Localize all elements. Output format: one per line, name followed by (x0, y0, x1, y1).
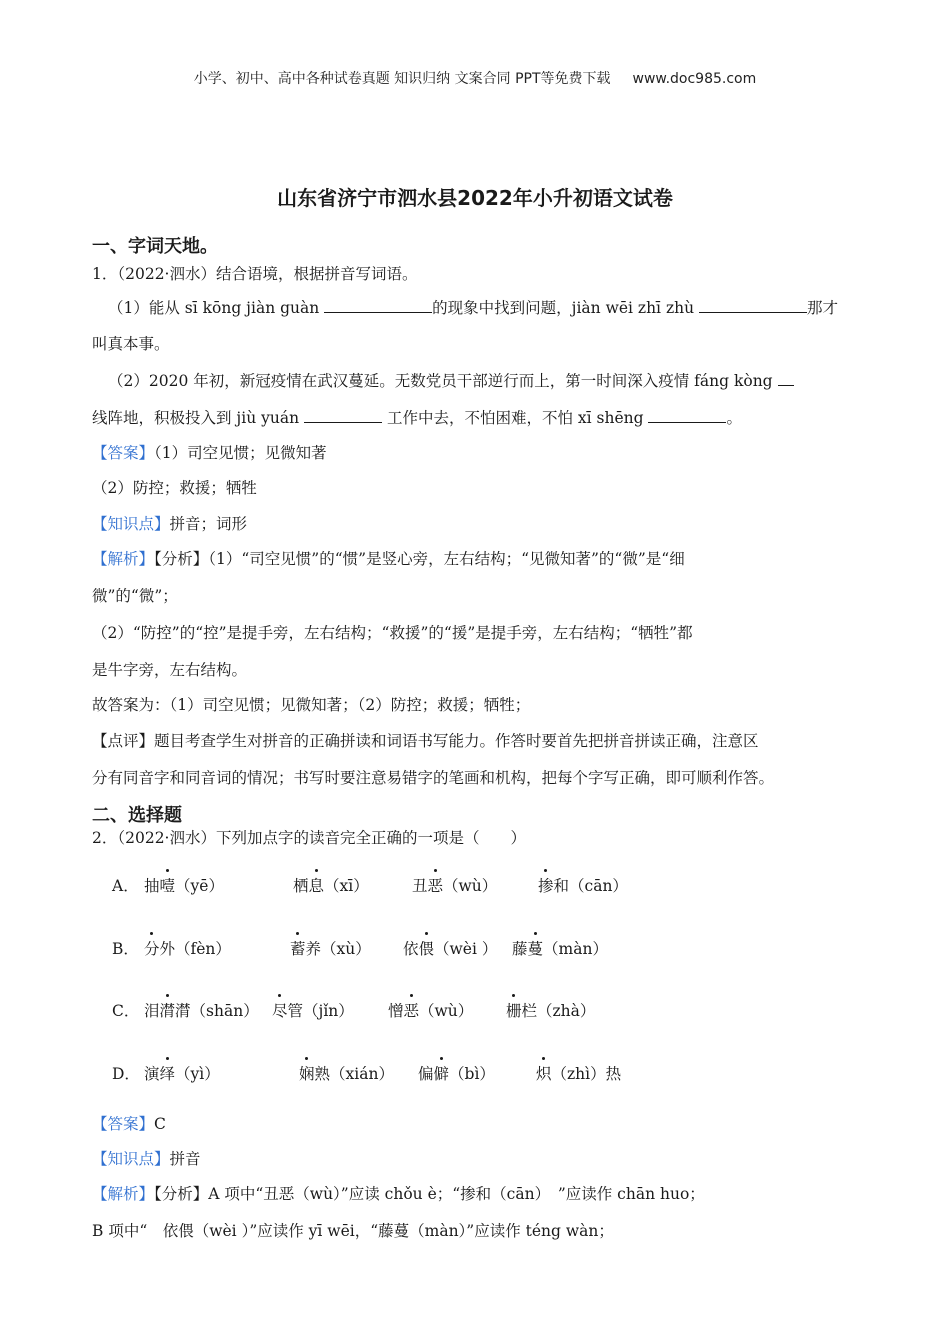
q1-blank-3[interactable] (778, 369, 794, 386)
q2-analysis-text: 【分析】A 项中“丑恶（wù）”应读 chǒu è；“掺和（cān） ”应读作 chān huo； (154, 1185, 705, 1203)
option-b-item-3: 依偎（wèi ） (403, 937, 497, 959)
header-text: 小学、初中、高中各种试卷真题 知识归纳 文案合同 PPT等免费下载 (193, 71, 611, 87)
answer-tag: 【答案】 (92, 444, 155, 462)
q2-stem: 2．（2022·泗水）下列加点字的读音完全正确的一项是（ ） (92, 829, 526, 847)
q1-blank-2[interactable] (699, 296, 807, 313)
option-a-item-2: 栖息（xī） (293, 874, 369, 896)
q1-answer (92, 441, 327, 463)
knowledge-tag: 【知识点】 (92, 1150, 170, 1168)
q1-part2-text-d: 。 (726, 409, 742, 427)
option-a-item-1: 抽噎（yē） (144, 874, 224, 896)
q1-blank-1[interactable] (324, 296, 432, 313)
q1-knowledge-text: 拼音；词形 (169, 515, 248, 533)
option-c-item-1: 泪潸潸（shān） (144, 999, 259, 1021)
option-c-label: C． (112, 1002, 140, 1020)
analysis-tag: 【解析】 (92, 550, 155, 568)
q2-analysis-line2: B 项中“ 依偎（wèi ）”应读作 yī wēi，“藤蔓（màn）”应读作 téng wàn； (92, 1222, 614, 1240)
q1-stem: 1．（2022·泗水）结合语境，根据拼音写词语。 (92, 265, 418, 283)
option-a-item-3: 丑恶（wù） (412, 874, 497, 896)
q2-knowledge-text: 拼音 (169, 1150, 201, 1168)
q1-part2-text-a: （2）2020 年初，新冠疫情在武汉蔓延。无数党员干部逆行而上，第一时间深入疫情 fáng kòng (108, 372, 773, 390)
q1-part2-line1 (108, 369, 794, 391)
option-d-item-1: 演绎（yì） (144, 1062, 220, 1084)
q2-answer (92, 1112, 166, 1134)
q1-part2-line2 (92, 406, 742, 428)
q2-knowledge (92, 1147, 201, 1169)
q1-analysis-line1 (92, 547, 685, 569)
q1-answer-2: （2）防控；救援；牺牲 (92, 479, 257, 497)
q1-comment-line2: 分有同音字和同音词的情况；书写时要注意易错字的笔画和机构，把每个字写正确，即可顺利作答。 (92, 769, 775, 787)
q1-comment-line1: 【点评】题目考查学生对拼音的正确拼读和词语书写能力。作答时要首先把拼音拼读正确，注意区 (92, 732, 759, 750)
option-c-item-4: 栅栏（zhà） (506, 999, 595, 1021)
q1-analysis-line2: 微”的“微”； (92, 587, 178, 605)
q1-part1-text-b: 的现象中找到问题，jiàn wēi zhī zhù (432, 299, 695, 317)
q1-analysis-line4: 是牛字旁，左右结构。 (92, 661, 248, 679)
option-a[interactable] (112, 874, 140, 896)
page-header (0, 68, 950, 88)
analysis-tag: 【解析】 (92, 1185, 155, 1203)
option-c-item-2: 尽管（jǐn） (272, 999, 354, 1021)
option-d-item-4: 炽（zhì）热 (536, 1062, 621, 1084)
option-a-item-4: 掺和（cān） (538, 874, 628, 896)
option-d-item-2: 娴熟（xián） (299, 1062, 394, 1084)
q1-answer-1: （1）司空见惯；见微知著 (154, 444, 327, 462)
q2-answer-text: C (154, 1115, 166, 1133)
q1-part1-text-a: （1）能从 sī kōng jiàn guàn (108, 299, 320, 317)
answer-tag: 【答案】 (92, 1115, 155, 1133)
q1-part1-text-c: 那才 (807, 299, 839, 317)
q1-part2-text-b: 线阵地，积极投入到 jiù yuán (92, 409, 300, 427)
section2-heading: 二、选择题 (92, 805, 182, 826)
option-c[interactable] (112, 999, 140, 1021)
q1-blank-4[interactable] (304, 406, 382, 423)
option-d[interactable] (112, 1062, 140, 1084)
option-b-label: B． (112, 940, 139, 958)
header-site-link[interactable]: www.doc985.com (632, 71, 757, 87)
option-d-item-3: 偏僻（bì） (418, 1062, 495, 1084)
q1-part2-text-c: 工作中去，不怕困难，不怕 xī shēng (386, 409, 644, 427)
q1-conclusion: 故答案为：（1）司空见惯；见微知著；（2）防控；救援；牺牲； (92, 696, 531, 714)
q2-analysis-line1 (92, 1182, 705, 1204)
q1-analysis-line3: （2）“防控”的“控”是提手旁，左右结构；“救援”的“援”是提手旁，左右结构；“牺牲”都 (92, 624, 693, 642)
option-d-label: D． (112, 1065, 140, 1083)
q1-knowledge (92, 512, 247, 534)
q1-analysis-text: 【分析】（1）“司空见惯”的“惯”是竖心旁，左右结构；“见微知著”的“微”是“细 (154, 550, 685, 568)
option-b-item-1: 分外（fèn） (144, 937, 231, 959)
option-b[interactable] (112, 937, 140, 959)
option-c-item-3: 憎恶（wù） (388, 999, 473, 1021)
option-b-item-4: 藤蔓（màn） (512, 937, 608, 959)
section1-heading: 一、字词天地。 (92, 236, 218, 257)
option-b-item-2: 蓄养（xù） (290, 937, 371, 959)
q1-part1-line2: 叫真本事。 (92, 335, 170, 353)
q1-part1-line1 (108, 296, 838, 318)
q1-blank-5[interactable] (648, 406, 726, 423)
option-a-label: A． (112, 877, 139, 895)
knowledge-tag: 【知识点】 (92, 515, 170, 533)
page-title: 山东省济宁市泗水县2022年小升初语文试卷 (277, 186, 673, 210)
